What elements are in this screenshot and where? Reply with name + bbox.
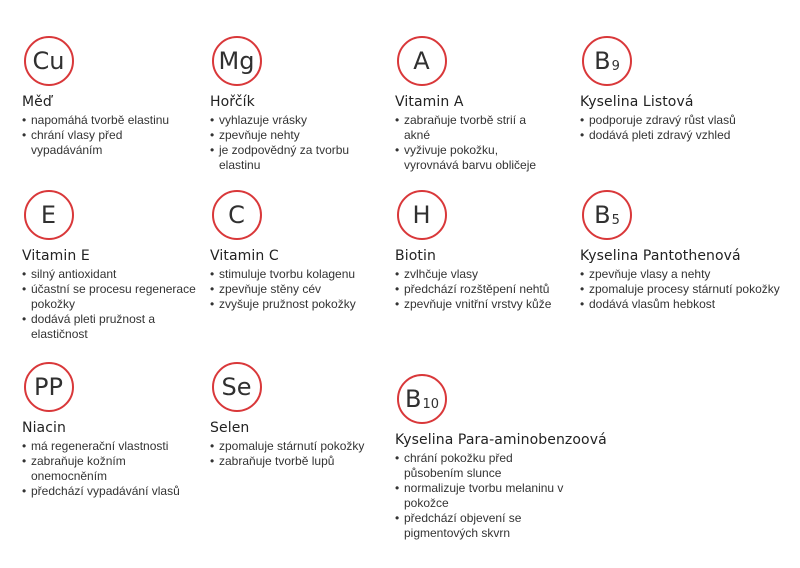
- badge-circle: [24, 36, 74, 86]
- badge-symbol: Mg: [218, 47, 255, 75]
- nutrient-name: Vitamin C: [210, 248, 279, 264]
- benefit-item: • vyhlazuje vrásky: [210, 113, 380, 128]
- benefit-item: • účastní se procesu regenerace pokožky: [22, 282, 197, 312]
- nutrient-name: Měď: [22, 94, 52, 110]
- nutrient-name: Niacin: [22, 420, 67, 436]
- badge-symbol: Cu: [32, 47, 65, 75]
- benefit-list: [580, 113, 780, 143]
- nutrient-name: Hořčík: [210, 94, 255, 110]
- badge-symbol: B: [594, 47, 611, 75]
- nutrient-name: Vitamin E: [22, 248, 90, 264]
- benefit-item: • napomáhá tvorbě elastinu: [22, 113, 197, 128]
- benefit-list: [210, 439, 385, 469]
- benefit-item: • zvlhčuje vlasy: [395, 267, 570, 282]
- benefit-item: • předchází objevení se pigmentových skvrn: [395, 511, 570, 541]
- badge-subscript: 10: [422, 396, 439, 412]
- benefit-list: [22, 267, 197, 342]
- badge-circle: [212, 362, 262, 412]
- benefit-item: • zabraňuje tvorbě strií a akné: [395, 113, 555, 143]
- benefit-list: [395, 113, 555, 173]
- badge-circle: [397, 374, 447, 424]
- badge-circle: [212, 36, 262, 86]
- benefit-item: • je zodpovědný za tvorbu elastinu: [210, 143, 380, 173]
- badge-circle: [24, 362, 74, 412]
- badge-circle: [582, 190, 632, 240]
- benefit-list: [395, 267, 570, 312]
- benefit-item: • zpevňuje vnitřní vrstvy kůže: [395, 297, 570, 312]
- benefit-list: [22, 113, 197, 158]
- badge-symbol: B: [404, 385, 422, 413]
- benefit-item: • zabraňuje kožním onemocněním: [22, 454, 197, 484]
- nutrient-name: Kyselina Pantothenová: [580, 248, 741, 264]
- benefit-item: • vyživuje pokožku, vyrovnává barvu obličeje: [395, 143, 555, 173]
- badge-circle: [24, 190, 74, 240]
- benefit-item: • dodává pleti zdravý vzhled: [580, 128, 780, 143]
- nutrient-name: Vitamin A: [395, 94, 464, 110]
- card-biotin: [395, 190, 570, 312]
- benefit-list: [210, 113, 380, 173]
- badge-symbol: PP: [34, 373, 63, 401]
- benefit-list: [580, 267, 780, 312]
- benefit-list: [395, 451, 570, 541]
- card-magnesium: [210, 36, 380, 173]
- card-selenium: [210, 362, 385, 469]
- benefit-item: • dodává pleti pružnost a elastičnost: [22, 312, 197, 342]
- benefit-item: • podporuje zdravý růst vlasů: [580, 113, 780, 128]
- badge-subscript: 5: [611, 212, 620, 228]
- card-niacin: [22, 362, 197, 499]
- benefit-item: • zpevňuje stěny cév: [210, 282, 385, 297]
- benefit-item: • zpomaluje procesy stárnutí pokožky: [580, 282, 780, 297]
- benefit-item: • chrání pokožku před působením slunce: [395, 451, 570, 481]
- nutrient-name: Biotin: [395, 248, 436, 264]
- badge-circle: [397, 190, 447, 240]
- benefit-item: • má regenerační vlastnosti: [22, 439, 197, 454]
- badge-symbol: A: [413, 47, 430, 75]
- card-vitamin-c: [210, 190, 385, 312]
- benefit-item: • zpomaluje stárnutí pokožky: [210, 439, 385, 454]
- badge-symbol: C: [228, 201, 245, 229]
- benefit-list: [210, 267, 385, 312]
- benefit-item: • předchází rozštěpení nehtů: [395, 282, 570, 297]
- card-folic-acid: [580, 36, 780, 143]
- badge-symbol: Se: [221, 373, 252, 401]
- card-pantothenic-acid: [580, 190, 780, 312]
- badge-subscript: 9: [611, 58, 620, 74]
- nutrient-name: Kyselina Listová: [580, 94, 694, 110]
- benefit-item: • normalizuje tvorbu melaninu v pokožce: [395, 481, 570, 511]
- benefit-item: • chrání vlasy před vypadáváním: [22, 128, 197, 158]
- badge-symbol: H: [412, 201, 431, 229]
- badge-circle: [212, 190, 262, 240]
- benefit-item: • předchází vypadávání vlasů: [22, 484, 197, 499]
- badge-symbol: B: [594, 201, 611, 229]
- card-paba: [395, 374, 635, 541]
- badge-symbol: E: [40, 201, 57, 229]
- card-vitamin-e: [22, 190, 197, 342]
- card-vitamin-a: [395, 36, 555, 173]
- benefit-item: • stimuluje tvorbu kolagenu: [210, 267, 385, 282]
- benefit-item: • silný antioxidant: [22, 267, 197, 282]
- benefit-item: • zpevňuje vlasy a nehty: [580, 267, 780, 282]
- badge-circle: [582, 36, 632, 86]
- benefit-list: [22, 439, 197, 499]
- benefit-item: • zvyšuje pružnost pokožky: [210, 297, 385, 312]
- nutrient-name: Selen: [210, 420, 250, 436]
- nutrient-name: Kyselina Para-aminobenzoová: [395, 432, 607, 448]
- benefit-item: • zpevňuje nehty: [210, 128, 380, 143]
- benefit-item: • dodává vlasům hebkost: [580, 297, 780, 312]
- card-copper: [22, 36, 197, 158]
- benefit-item: • zabraňuje tvorbě lupů: [210, 454, 385, 469]
- badge-circle: [397, 36, 447, 86]
